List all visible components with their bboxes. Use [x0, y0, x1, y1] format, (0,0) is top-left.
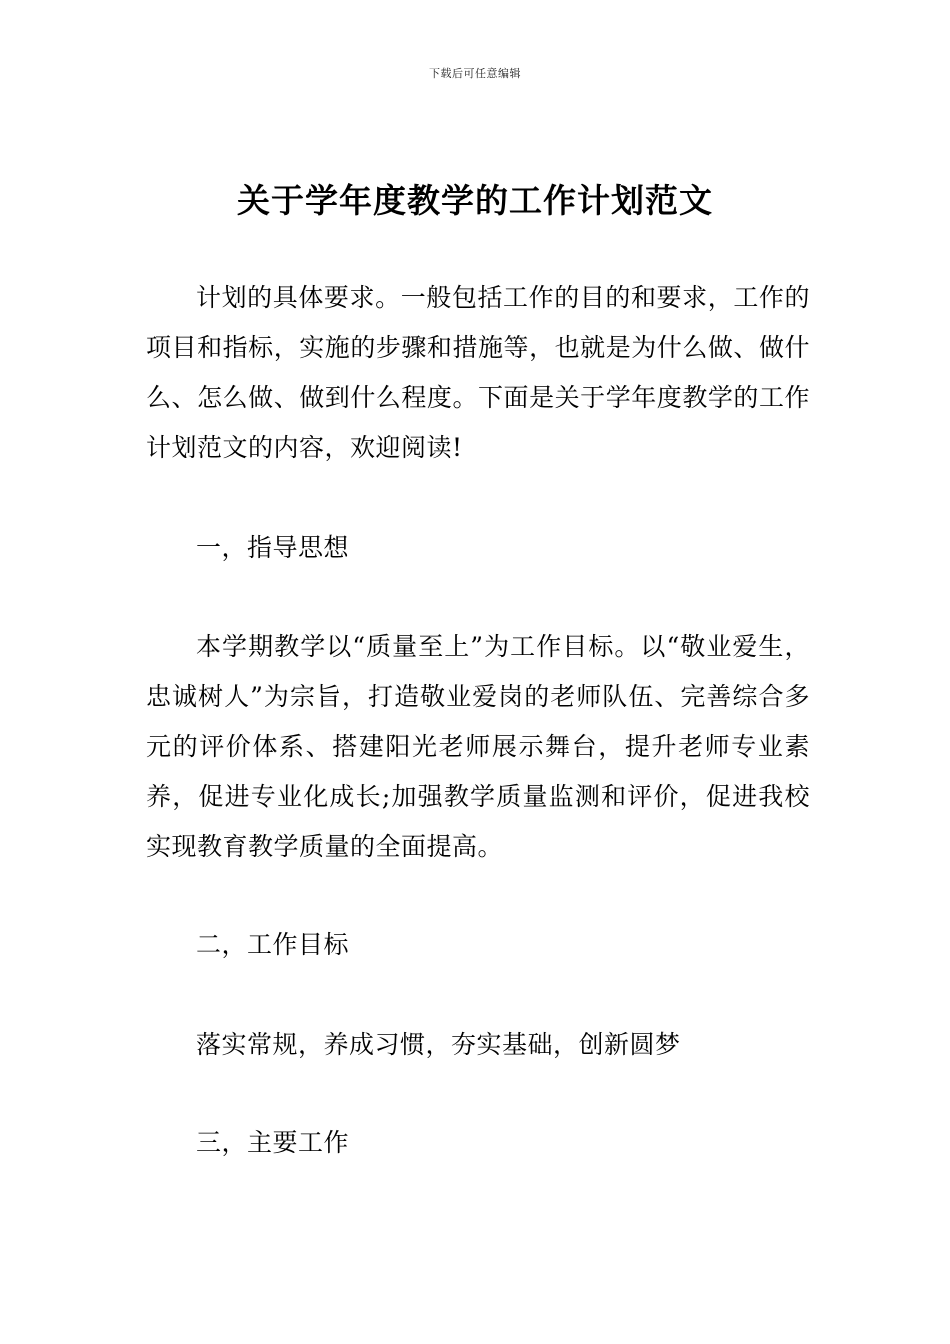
section-heading-work-goals: 二，工作目标 — [196, 930, 350, 959]
section-heading-main-work: 三，主要工作 — [196, 1128, 350, 1157]
document-title: 关于学年度教学的工作计划范文 — [237, 181, 713, 220]
work-goals-paragraph: 落实常规，养成习惯，夯实基础，创新圆梦 — [196, 1030, 681, 1059]
guiding-ideology-paragraph: 本学期教学以“质量至上”为工作目标。以“敬业爱生，忠诚树人”为宗旨，打造敬业爱岗的老师队伍、完善综合多元的评价体系、搭建阳光老师展示舞台，提升老师专业素养，促进专业化成长;加强教学质量监测和评价，促进我校实现教育教学质量的全面提高。 — [146, 632, 810, 861]
intro-paragraph: 计划的具体要求。一般包括工作的目的和要求，工作的项目和指标，实施的步骤和措施等，也就是为什么做、做什么、怎么做、做到什么程度。下面是关于学年度教学的工作计划范文的内容，欢迎阅读! — [146, 283, 810, 462]
section-heading-guiding-ideology: 一，指导思想 — [196, 533, 350, 562]
header-note: 下载后可任意编辑 — [429, 67, 521, 80]
